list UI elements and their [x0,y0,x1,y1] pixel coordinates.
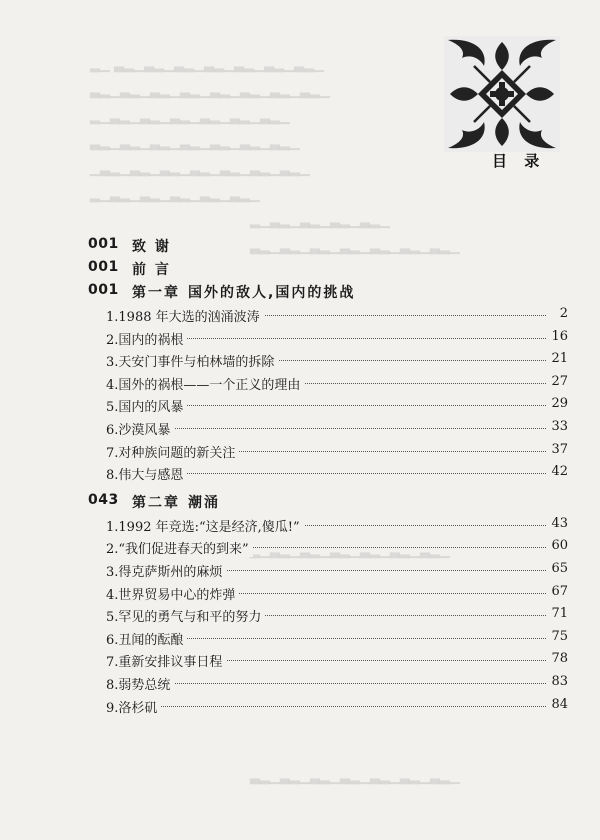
toc-section-page: 42 [547,464,568,479]
toc-entry[interactable] [88,259,568,282]
toc-section[interactable] [88,650,568,673]
toc-section-page: 29 [547,396,568,411]
toc-section-title: 7.对种族问题的新关注 [106,442,239,461]
toc-section-title: 2.国内的祸根 [106,329,187,348]
toc-section[interactable] [88,605,568,628]
toc-section-title: 8.弱势总统 [106,674,174,693]
toc-page-number: 001 [88,259,119,275]
toc-section[interactable] [88,628,568,651]
toc-title-text: 第一章 [132,285,180,301]
toc-page-number: 043 [88,491,119,508]
dot-leader [106,706,546,707]
toc-section[interactable] [88,418,568,441]
toc-section-title: 1.1992 年竞选:“这是经济,傻瓜!” [106,516,304,535]
toc-section-page: 37 [547,442,568,457]
toc-entry[interactable] [88,236,568,259]
toc-section[interactable] [88,395,568,418]
toc-page-number: 001 [88,282,119,298]
toc-page-number: 001 [88,236,119,252]
toc-section-page: 75 [547,629,568,644]
toc-section-page: 84 [547,697,568,712]
toc-section-page: 67 [547,584,568,599]
toc-subtitle: 国外的敌人,国内的挑战 [188,285,356,301]
toc-section[interactable] [88,673,568,696]
toc-section-page: 33 [547,419,568,434]
toc-title-text: 第二章 [132,494,180,511]
toc-section[interactable] [88,463,568,486]
toc-section[interactable] [88,305,568,328]
toc-section-page: 16 [547,329,568,344]
toc-section-title: 9.洛杉矶 [106,697,161,716]
toc-section[interactable] [88,328,568,351]
toc-section[interactable] [88,537,568,560]
toc-section-page: 65 [547,561,568,576]
toc-section-title: 6.沙漠风暴 [106,419,174,438]
toc-section[interactable] [88,373,568,396]
toc-section-title: 2.“我们促进春天的到来” [106,538,253,557]
toc-title-text: 前 言 [132,262,171,278]
toc-section[interactable] [88,560,568,583]
toc-section-title: 4.国外的祸根——一个正义的理由 [106,374,304,393]
toc-title [132,236,171,256]
toc-section[interactable] [88,441,568,464]
toc-heading: 目 录 [492,152,546,170]
toc-section[interactable] [88,583,568,606]
toc-section-title: 3.天安门事件与柏林墙的拆除 [106,351,278,370]
toc-section[interactable] [88,515,568,538]
table-of-contents [88,236,568,718]
toc-section-page: 78 [547,651,568,666]
toc-section-page: 83 [547,674,568,689]
toc-title [132,259,171,279]
toc-section-page: 2 [556,306,568,321]
toc-section-title: 6.丑闻的酝酿 [106,629,187,648]
toc-section-title: 4.世界贸易中心的炸弹 [106,584,239,603]
toc-section-title: 5.国内的风暴 [106,396,187,415]
toc-section-title: 5.罕见的勇气与和平的努力 [106,606,265,625]
toc-section-page: 27 [547,374,568,389]
toc-chapter[interactable] [88,282,568,305]
ornament-icon [444,36,560,152]
toc-section-page: 21 [547,351,568,366]
toc-section-title: 7.重新安排议事日程 [106,651,226,670]
bleed-through-texture: ▁▂▃▁▂▃▁▂▃▁▂▃▁▂▃▁▂▃▁▂▃ ▁▂ ▁▂▃▁▂▃▁▂▃▁▂▃▁▂▃▁▂▃▁▂▃▁▂▃ ▁▂▃▁▂▃▁▂▃▁▂▃▁▂▃▁▂▃▁▂ ▁▂▃▁▂▃▁▂▃▁▂▃▁▂▃▁▂▃▁▂▃ ▁▂▃▁▂▃▁▂▃▁▂▃▁▂▃▁▂▃▁▂▃▁ ▁▂▃▁▂▃▁▂▃▁▂▃▁▂▃▁▂ ▁▂▃▁▂▃▁▂▃▁▂▃▁▂ ▁▂▃▁▂▃▁▂▃▁▂▃▁▂▃▁▂▃▁▂▃ ▁▂▃▁▂▃▁▂▃▁▂▃▁▂▃▁▂▃▁▂ ▁▂▃▁▂▃▁▂▃▁▂▃▁▂▃▁▂▃▁▂▃ [90,58,460,785]
toc-title [132,282,355,302]
toc-title [132,492,220,512]
toc-section-title: 1.1988 年大选的汹涌波涛 [106,306,264,325]
toc-section-page: 60 [547,538,568,553]
toc-section-page: 43 [547,516,568,531]
toc-section-title: 3.得克萨斯州的麻烦 [106,561,226,580]
toc-section[interactable] [88,350,568,373]
toc-title-text: 致 谢 [132,239,171,255]
toc-subtitle: 潮涌 [188,494,220,511]
toc-section[interactable] [88,696,568,719]
toc-section-page: 71 [547,606,568,621]
toc-section-title: 8.伟大与感恩 [106,464,187,483]
toc-chapter[interactable] [88,492,568,515]
